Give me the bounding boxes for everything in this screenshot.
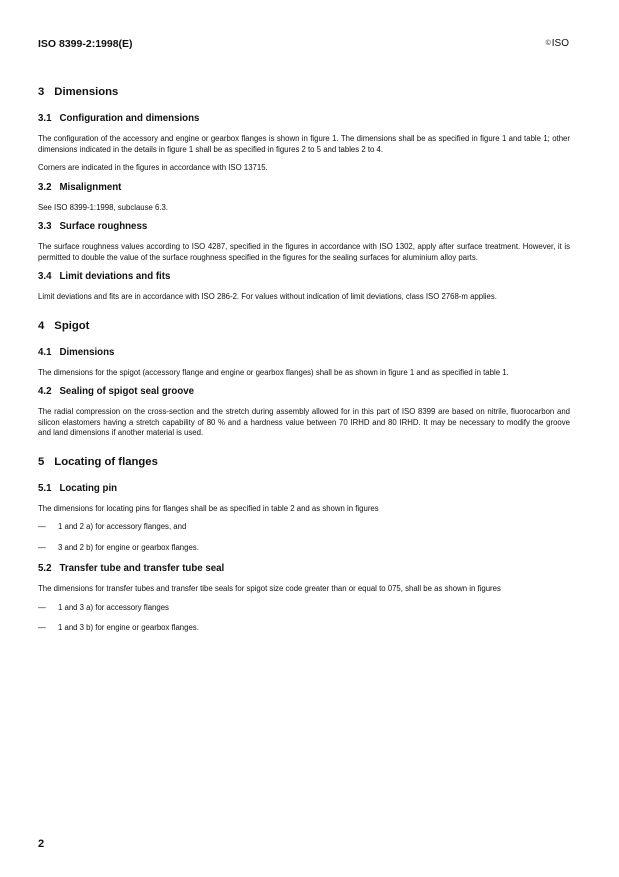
- subsection-heading-4-2: 4.2 Sealing of spigot seal groove: [38, 386, 195, 397]
- paragraph: The radial compression on the cross-section and the stretch during assembly allowed for in this part of ISO 8399 are based on nitrile, fluorocarbon and silicon elastomers having a stretch capability of 80 % and a hardness value between 70 IRHD and 80 IRHD. It may be necessary to modify the groove and land dimensions if another material is used.: [38, 407, 570, 437]
- paragraph: Limit deviations and fits are in accordance with ISO 286-2. For values without indication of limit deviations, class ISO 2768-m applies.: [38, 292, 497, 301]
- dash-bullet: —: [38, 522, 46, 531]
- subsection-heading-3-3: 3.3 Surface roughness: [38, 221, 148, 232]
- page-number: 2: [38, 838, 45, 850]
- subsection-heading-3-4: 3.4 Limit deviations and fits: [38, 271, 171, 282]
- section-heading-5: 5 Locating of flanges: [38, 455, 158, 468]
- subsection-heading-5-1: 5.1 Locating pin: [38, 482, 118, 494]
- paragraph: The configuration of the accessory and engine or gearbox flanges is shown in figure 1. The dimensions shall be as specified in figure 1 and table 1; other dimensions indicated in the details in figure 1 shall be as specified in figures 2 to 5 and tables 2 to 4.: [38, 134, 570, 154]
- paragraph: Corners are indicated in the figures in accordance with ISO 13715.: [38, 163, 268, 172]
- paragraph: The dimensions for locating pins for flanges shall be as specified in table 2 and as shown in figures: [38, 503, 379, 513]
- subsection-heading-4-1: 4.1 Dimensions: [38, 346, 115, 358]
- section-heading-4: 4 Spigot: [38, 319, 90, 332]
- dash-bullet: —: [38, 602, 46, 612]
- list-item: — 1 and 3 b) for engine or gearbox flanges.: [38, 623, 199, 632]
- copyright-notice: [546, 38, 569, 49]
- list-item: — 1 and 2 a) for accessory flanges, and: [38, 522, 187, 531]
- dash-bullet: —: [38, 623, 46, 632]
- document-id: ISO 8399-2:1998(E): [38, 38, 133, 50]
- subsection-heading-3-1: 3.1 Configuration and dimensions: [38, 113, 200, 124]
- paragraph: The surface roughness values according to ISO 4287, specified in the figures in accordance with ISO 1302, apply after surface treatment. However, it is permitted to double the value of the surface roughness specified in the figures for the sealing surfaces for aluminium alloy parts.: [38, 242, 570, 262]
- list-item: — 1 and 3 a) for accessory flanges: [38, 602, 169, 612]
- list-item: — 3 and 2 b) for engine or gearbox flanges.: [38, 542, 199, 552]
- document-body: [38, 85, 570, 644]
- subsection-heading-5-2: 5.2 Transfer tube and transfer tube seal: [38, 563, 225, 574]
- section-heading-3: 3 Dimensions: [38, 86, 119, 98]
- paragraph: See ISO 8399-1:1998, subclause 6.3.: [38, 202, 169, 212]
- copyright-org: ISO: [551, 38, 569, 49]
- copyright-symbol: ©: [545, 40, 551, 47]
- subsection-heading-3-2: 3.2 Misalignment: [38, 181, 122, 193]
- paragraph: The dimensions for transfer tubes and transfer tibe seals for spigot size code greater than or equal to 075, shall be as shown in figures: [38, 584, 501, 593]
- paragraph: The dimensions for the spigot (accessory flange and engine or gearbox flanges) shall be as shown in figure 1 and as specified in table 1.: [38, 367, 509, 377]
- dash-bullet: —: [38, 542, 46, 552]
